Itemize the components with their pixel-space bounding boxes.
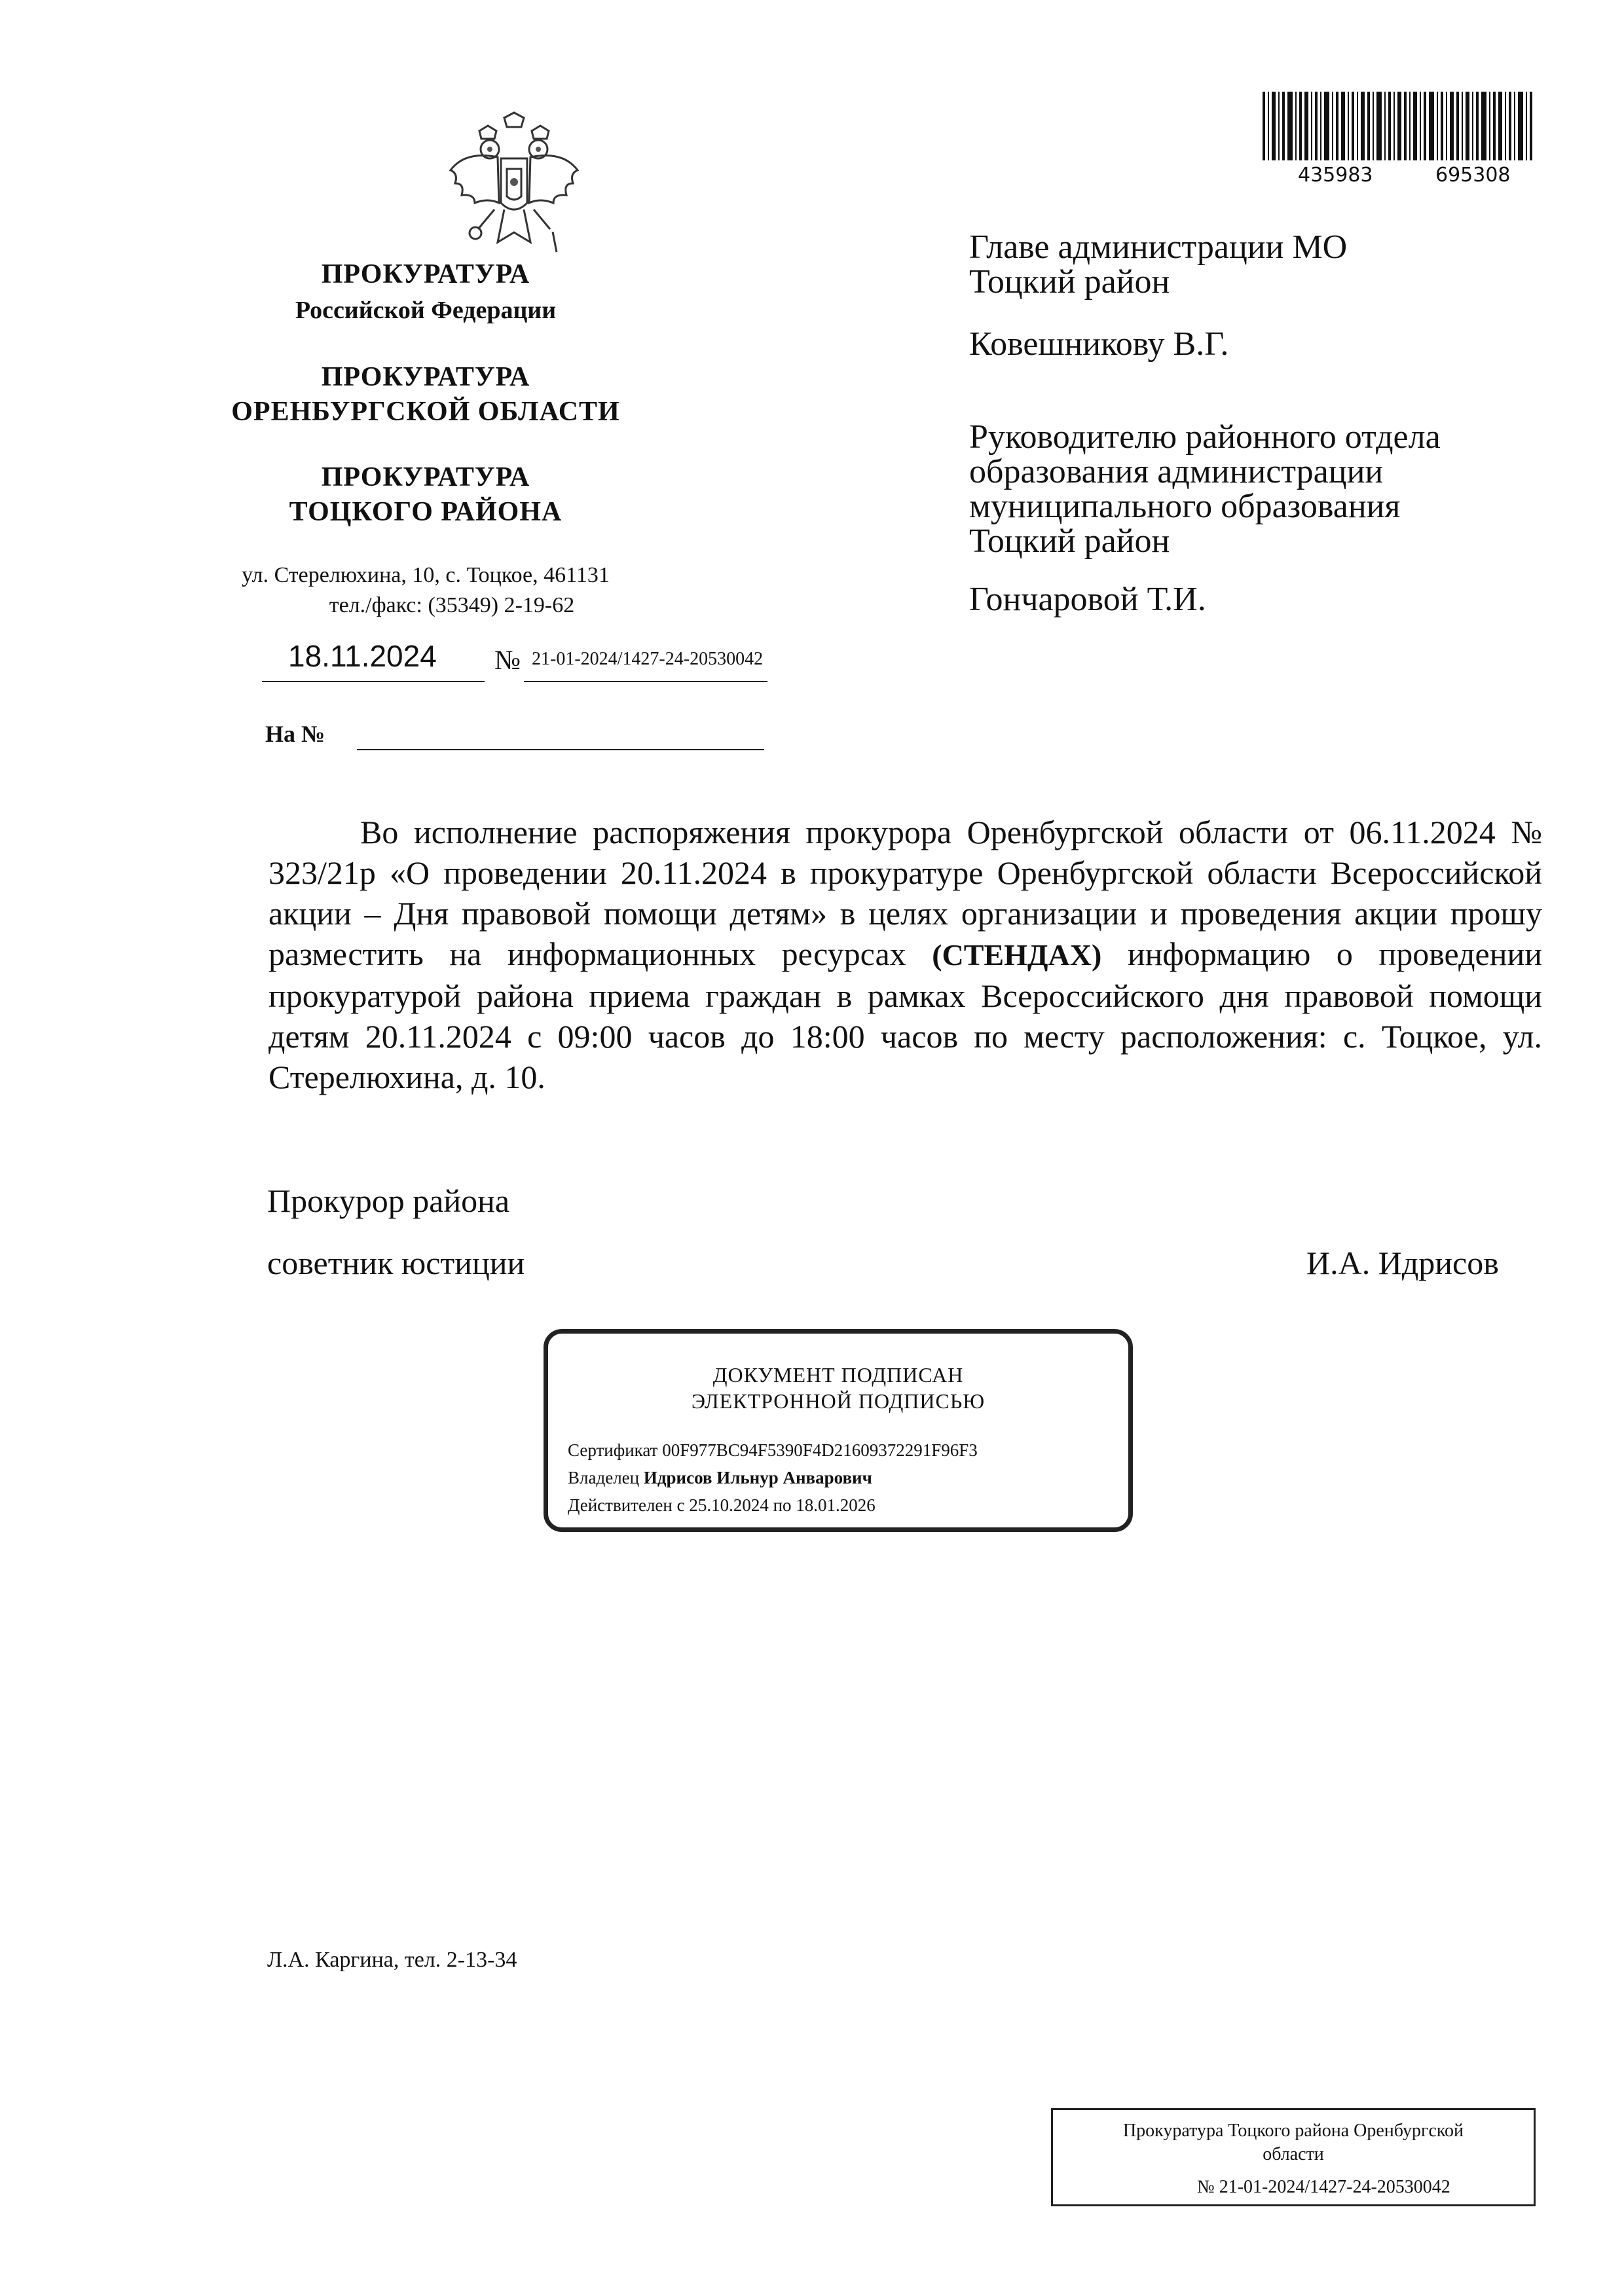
signer-position-2: советник юстиции <box>267 1245 525 1281</box>
phone: тел./факс: (35349) 2-19-62 <box>329 593 575 617</box>
addressee-1-line2: Тоцкий район <box>969 263 1170 301</box>
date-field <box>262 638 485 682</box>
number-sign: № <box>494 646 521 676</box>
stamp-cert-value: 00F977BC94F5390F4D21609372291F96F3 <box>662 1440 978 1460</box>
address: ул. Стерелюхина, 10, с. Тоцкое, 461131 <box>242 563 610 587</box>
district-subtitle: ТОЦКОГО РАЙОНА <box>289 497 563 527</box>
letter-body <box>268 812 1542 1097</box>
registration-box <box>1051 2108 1536 2206</box>
document-number: 21-01-2024/1427-24-20530042 <box>532 649 764 669</box>
registration-org-line1: Прокуратура Тоцкого района Оренбургской <box>1122 2121 1464 2141</box>
barcode-left-digits: 435983 <box>1298 164 1373 187</box>
addressee-2-name: Гончаровой Т.И. <box>969 581 1206 618</box>
executor-info: Л.А. Каргина, тел. 2-13-34 <box>267 1948 517 1972</box>
addressee-2-line2: образования администрации <box>969 453 1384 490</box>
body-text-after: информацию о проведении прокуратурой района приема граждан в рамках Всероссийского дня правовой помощи детям 20.11.2024 с 09:00 часов до 18:00 часов по месту расположения: с. Тоцкое, ул. Стерелюхина, д. 10. <box>268 936 1542 1095</box>
number-field <box>524 638 767 682</box>
registration-org-line2: области <box>1263 2144 1324 2164</box>
stamp-validity <box>568 1495 876 1516</box>
stamp-valid-from: 25.10.2024 <box>689 1495 769 1515</box>
reply-label: На № <box>265 721 325 747</box>
stamp-owner <box>568 1468 872 1488</box>
body-text-before: Во исполнение распоряжения прокурора Оренбургской области от 06.11.2024 № 323/21р «О проведении 20.11.2024 в прокуратуре Оренбургской области Всероссийской акции – Дня правовой помощи детям» в целях организации и проведения акции прошу разместить на информационных ресурсах <box>268 814 1542 972</box>
region-title: ПРОКУРАТУРА <box>321 362 530 392</box>
document-date: 18.11.2024 <box>288 639 437 673</box>
stamp-owner-value: Идрисов Ильнур Анварович <box>643 1468 872 1487</box>
stamp-certificate <box>568 1440 978 1461</box>
stamp-title-1: ДОКУМЕНТ ПОДПИСАН <box>712 1363 964 1387</box>
stamp-valid-label: Действителен <box>568 1495 673 1515</box>
registration-number: № 21-01-2024/1427-24-20530042 <box>1197 2177 1450 2197</box>
addressee-2-line4: Тоцкий район <box>969 522 1170 560</box>
district-title: ПРОКУРАТУРА <box>321 462 530 492</box>
region-subtitle: ОРЕНБУРГСКОЙ ОБЛАСТИ <box>231 397 620 427</box>
reply-number-field <box>357 720 764 750</box>
stamp-valid-to-prefix: по <box>773 1495 792 1515</box>
signer-name: И.А. Идрисов <box>1306 1245 1499 1281</box>
stamp-owner-label: Владелец <box>568 1468 640 1487</box>
addressee-1-line1: Главе администрации МО <box>969 228 1348 266</box>
stamp-title-2: ЭЛЕКТРОННОЙ ПОДПИСЬЮ <box>691 1389 986 1413</box>
stamp-valid-to: 18.01.2026 <box>796 1495 876 1515</box>
stamp-cert-label: Сертификат <box>568 1440 658 1460</box>
electronic-signature-stamp <box>544 1329 1133 1532</box>
barcode-right-digits: 695308 <box>1435 164 1511 187</box>
coat-of-arms-icon <box>439 111 589 262</box>
org-title: ПРОКУРАТУРА <box>321 259 530 289</box>
barcode-icon <box>1263 92 1532 160</box>
signer-position-1: Прокурор района <box>267 1182 510 1219</box>
registration-org <box>1053 2119 1534 2166</box>
body-text-bold: (СТЕНДАХ) <box>932 938 1102 972</box>
stamp-valid-from-prefix: с <box>676 1495 685 1515</box>
org-subtitle: Российской Федерации <box>295 297 557 324</box>
addressee-2-line1: Руководителю районного отдела <box>969 418 1441 456</box>
addressee-1-name: Ковешникову В.Г. <box>969 325 1229 363</box>
addressee-2-line3: муниципального образования <box>969 488 1401 525</box>
